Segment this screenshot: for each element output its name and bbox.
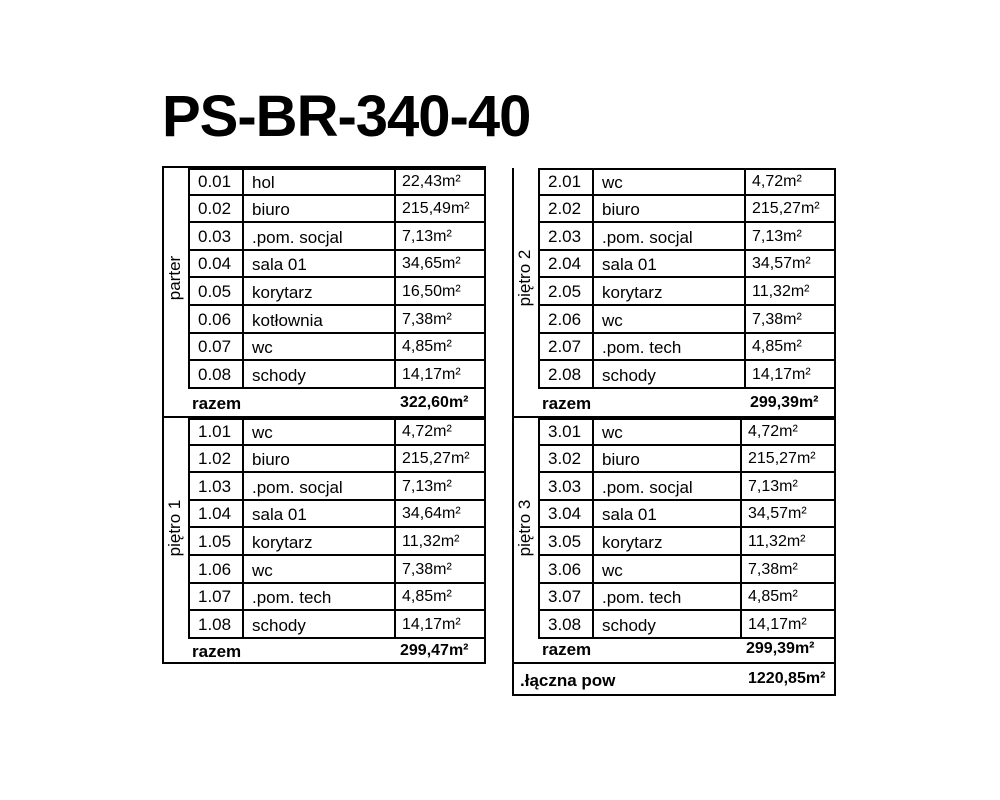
room-name: biuro [602, 200, 640, 220]
subtotal-label: razem [542, 640, 592, 659]
floor-label [164, 168, 186, 389]
room-name: biuro [602, 450, 640, 470]
table-row [538, 556, 834, 584]
room-number: 2.02 [548, 199, 582, 219]
column-divider [740, 528, 742, 554]
floor-section-pietro-3 [514, 418, 834, 664]
room-area: 34,57m² [748, 505, 807, 523]
room-area: 7,38m² [402, 560, 452, 578]
column-divider [394, 473, 396, 499]
column-divider [744, 223, 746, 249]
room-name: sala 01 [252, 255, 307, 275]
table-row [538, 361, 834, 389]
floor-label [164, 418, 186, 639]
column-divider [394, 420, 396, 444]
room-number: 3.05 [548, 531, 582, 551]
table-row [188, 278, 484, 306]
table-row [188, 306, 484, 334]
column-divider [744, 251, 746, 277]
grand-total-row [514, 664, 834, 694]
table-row [538, 223, 834, 251]
column-divider [592, 334, 594, 360]
room-number: 1.03 [198, 476, 232, 496]
subtotal-label: razem [192, 394, 242, 413]
table-row [188, 501, 484, 529]
room-number: 3.04 [548, 504, 582, 524]
table-row [538, 306, 834, 334]
column-divider [744, 278, 746, 304]
room-area: 7,13m² [752, 227, 802, 245]
room-number: 0.05 [198, 281, 232, 301]
room-area: 14,17m² [402, 615, 461, 633]
column-divider [242, 528, 244, 554]
column-divider [744, 170, 746, 194]
table-row [538, 196, 834, 224]
room-number: 3.07 [548, 587, 582, 607]
room-name: wc [252, 560, 273, 580]
column-divider [242, 306, 244, 332]
floor-section-pietro-1 [164, 418, 484, 664]
room-rows [188, 418, 484, 639]
room-area: 4,85m² [748, 588, 798, 606]
floor-label [514, 168, 536, 389]
room-name: biuro [252, 200, 290, 220]
table-row [188, 446, 484, 474]
room-area: 14,17m² [752, 365, 811, 383]
room-number: 2.08 [548, 364, 582, 384]
subtotal-row [164, 638, 484, 664]
table-row [188, 361, 484, 389]
column-divider [744, 196, 746, 222]
column-divider [394, 611, 396, 637]
room-name: kotłownia [252, 310, 323, 330]
left-room-table [162, 166, 486, 664]
room-number: 3.01 [548, 421, 582, 441]
right-room-table [512, 168, 836, 696]
column-divider [242, 584, 244, 610]
table-row [538, 446, 834, 474]
column-divider [242, 196, 244, 222]
room-number: 1.02 [198, 449, 232, 469]
room-name: .pom. tech [602, 588, 682, 608]
table-row [188, 473, 484, 501]
column-divider [394, 528, 396, 554]
room-area: 34,64m² [402, 505, 461, 523]
table-row [538, 611, 834, 639]
room-number: 2.04 [548, 254, 582, 274]
column-divider [394, 556, 396, 582]
room-number: 1.06 [198, 559, 232, 579]
room-area: 14,17m² [748, 615, 807, 633]
subtotal-label: razem [192, 642, 242, 661]
column-divider [394, 306, 396, 332]
column-divider [242, 611, 244, 637]
column-divider [740, 446, 742, 472]
room-area: 7,38m² [752, 310, 802, 328]
document-title: PS-BR-340-40 [162, 84, 531, 149]
table-row [538, 584, 834, 612]
room-number: 0.08 [198, 364, 232, 384]
column-divider [592, 196, 594, 222]
room-number: 1.08 [198, 614, 232, 634]
table-row [538, 251, 834, 279]
column-divider [592, 306, 594, 332]
room-name: wc [602, 310, 623, 330]
column-divider [242, 334, 244, 360]
room-area: 215,49m² [402, 200, 470, 218]
column-divider [740, 556, 742, 582]
room-number: 0.04 [198, 254, 232, 274]
room-area: 215,27m² [402, 450, 470, 468]
room-name: wc [602, 560, 623, 580]
subtotal-value: 299,39m² [746, 640, 815, 657]
table-row [538, 473, 834, 501]
room-area: 215,27m² [748, 450, 816, 468]
table-row [538, 334, 834, 362]
column-divider [592, 556, 594, 582]
room-area: 4,72m² [748, 422, 798, 440]
column-divider [242, 473, 244, 499]
floor-label-text: parter [165, 256, 184, 301]
column-divider [394, 251, 396, 277]
table-row [188, 196, 484, 224]
floor-label-text: piętro 1 [165, 500, 184, 557]
room-name: schody [602, 615, 656, 635]
column-divider [592, 420, 594, 444]
column-divider [744, 334, 746, 360]
room-name: .pom. socjal [252, 477, 343, 497]
room-rows [538, 168, 834, 389]
grand-total-value: 1220,85m² [748, 670, 826, 687]
table-row [188, 334, 484, 362]
column-divider [394, 196, 396, 222]
room-name: schody [252, 615, 306, 635]
room-area: 11,32m² [748, 532, 806, 550]
table-row [188, 251, 484, 279]
table-row [188, 556, 484, 584]
room-number: 2.05 [548, 281, 582, 301]
column-divider [740, 611, 742, 637]
room-area: 4,72m² [752, 172, 802, 190]
column-divider [740, 584, 742, 610]
room-name: wc [252, 338, 273, 358]
room-area: 4,85m² [752, 338, 802, 356]
room-area: 22,43m² [402, 172, 461, 190]
column-divider [242, 361, 244, 387]
column-divider [394, 223, 396, 249]
room-area: 4,72m² [402, 422, 452, 440]
column-divider [394, 170, 396, 194]
room-number: 2.07 [548, 337, 582, 357]
table-row [538, 168, 834, 196]
column-divider [592, 223, 594, 249]
subtotal-label: razem [542, 394, 592, 413]
room-rows [538, 418, 834, 639]
room-rows [188, 168, 484, 389]
room-number: 0.01 [198, 171, 232, 191]
column-divider [394, 361, 396, 387]
subtotal-value: 299,47m² [400, 642, 469, 659]
subtotal-row [514, 390, 834, 416]
floor-section-pietro-2 [514, 168, 834, 418]
column-divider [592, 251, 594, 277]
column-divider [592, 501, 594, 527]
table-row [188, 223, 484, 251]
column-divider [740, 473, 742, 499]
room-name: sala 01 [602, 255, 657, 275]
room-name: .pom. socjal [252, 227, 343, 247]
table-row [188, 611, 484, 639]
room-area: 7,38m² [402, 310, 452, 328]
room-name: .pom. socjal [602, 477, 693, 497]
room-number: 1.04 [198, 504, 232, 524]
room-name: wc [602, 422, 623, 442]
room-number: 2.03 [548, 226, 582, 246]
room-number: 0.06 [198, 309, 232, 329]
room-name: schody [602, 365, 656, 385]
room-number: 1.05 [198, 531, 232, 551]
table-row [538, 528, 834, 556]
room-name: korytarz [252, 282, 313, 302]
room-area: 4,85m² [402, 338, 452, 356]
room-name: sala 01 [602, 505, 657, 525]
room-area: 11,32m² [752, 282, 810, 300]
column-divider [242, 556, 244, 582]
room-area: 11,32m² [402, 532, 460, 550]
column-divider [740, 501, 742, 527]
grand-total-label: .łączna pow [520, 671, 616, 690]
room-number: 0.07 [198, 337, 232, 357]
column-divider [394, 278, 396, 304]
column-divider [242, 501, 244, 527]
column-divider [744, 361, 746, 387]
room-name: .pom. tech [602, 338, 682, 358]
room-name: schody [252, 365, 306, 385]
column-divider [592, 446, 594, 472]
room-number: 3.08 [548, 614, 582, 634]
room-area: 7,13m² [748, 477, 798, 495]
room-area: 215,27m² [752, 200, 820, 218]
table-row [538, 501, 834, 529]
column-divider [592, 528, 594, 554]
column-divider [394, 446, 396, 472]
column-divider [744, 306, 746, 332]
room-name: .pom. tech [252, 588, 332, 608]
room-number: 0.03 [198, 226, 232, 246]
room-area: 7,38m² [748, 560, 798, 578]
column-divider [394, 501, 396, 527]
room-area: 4,85m² [402, 588, 452, 606]
room-name: biuro [252, 450, 290, 470]
column-divider [242, 223, 244, 249]
room-area: 14,17m² [402, 365, 461, 383]
room-name: wc [602, 172, 623, 192]
room-number: 1.01 [198, 421, 232, 441]
room-name: sala 01 [252, 505, 307, 525]
floor-label-text: piętro 3 [515, 500, 534, 557]
room-area: 34,65m² [402, 255, 461, 273]
table-row [188, 168, 484, 196]
column-divider [242, 446, 244, 472]
column-divider [592, 473, 594, 499]
room-number: 3.02 [548, 449, 582, 469]
table-row [188, 584, 484, 612]
room-number: 1.07 [198, 587, 232, 607]
room-name: hol [252, 172, 275, 192]
floor-section-parter [164, 168, 484, 418]
column-divider [740, 420, 742, 444]
column-divider [394, 584, 396, 610]
room-name: wc [252, 422, 273, 442]
column-divider [592, 278, 594, 304]
subtotal-row [164, 390, 484, 416]
column-divider [592, 584, 594, 610]
column-divider [394, 334, 396, 360]
subtotal-value: 299,39m² [750, 394, 819, 411]
room-number: 3.06 [548, 559, 582, 579]
room-area: 7,13m² [402, 227, 452, 245]
room-area: 34,57m² [752, 255, 811, 273]
floor-label-text: piętro 2 [515, 250, 534, 307]
room-number: 2.01 [548, 171, 582, 191]
room-number: 3.03 [548, 476, 582, 496]
table-row [188, 528, 484, 556]
column-divider [242, 278, 244, 304]
room-name: korytarz [252, 532, 313, 552]
column-divider [592, 611, 594, 637]
subtotal-row [514, 636, 834, 662]
room-name: korytarz [602, 282, 663, 302]
room-area: 7,13m² [402, 477, 452, 495]
floor-label [514, 418, 536, 639]
subtotal-value: 322,60m² [400, 394, 469, 411]
column-divider [242, 420, 244, 444]
table-row [188, 418, 484, 446]
table-row [538, 418, 834, 446]
column-divider [592, 361, 594, 387]
room-name: korytarz [602, 532, 663, 552]
column-divider [242, 251, 244, 277]
column-divider [242, 170, 244, 194]
column-divider [592, 170, 594, 194]
room-name: .pom. socjal [602, 227, 693, 247]
room-number: 0.02 [198, 199, 232, 219]
table-row [538, 278, 834, 306]
room-number: 2.06 [548, 309, 582, 329]
room-area: 16,50m² [402, 282, 461, 300]
